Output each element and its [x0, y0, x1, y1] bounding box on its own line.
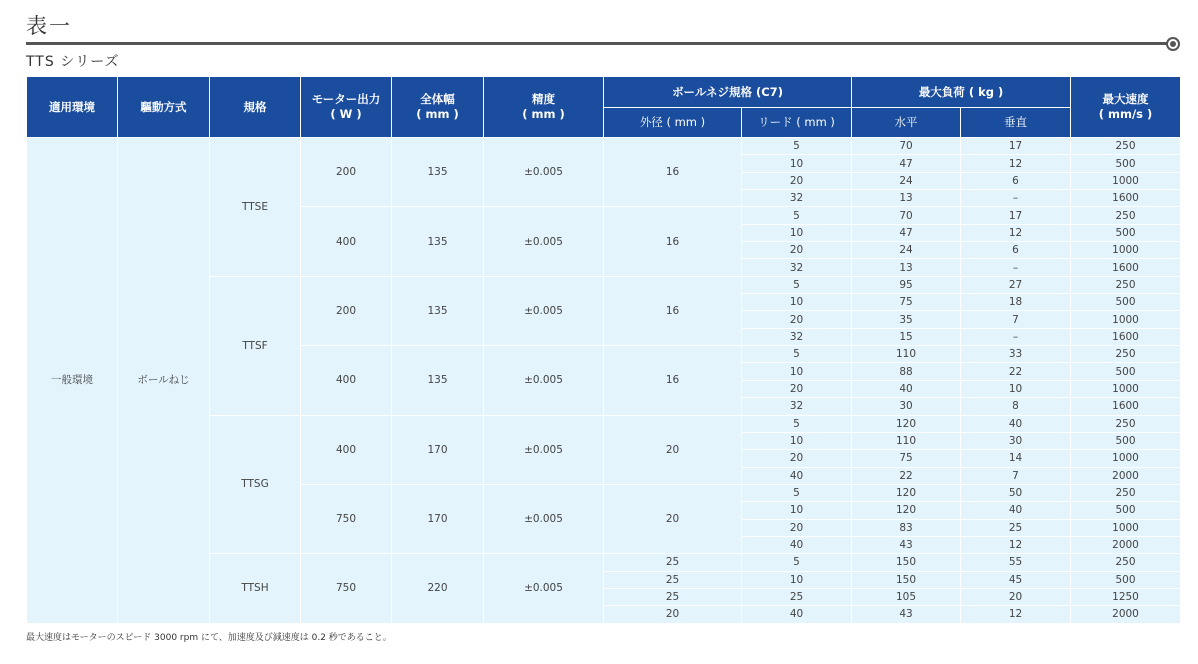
- ballscrew-od-cell: 20: [604, 606, 742, 623]
- header-width-line1: 全体幅: [420, 92, 455, 106]
- ballscrew-lead-cell: 32: [742, 398, 852, 415]
- ballscrew-lead-cell: 20: [742, 450, 852, 467]
- title-rule: [26, 42, 1168, 45]
- ballscrew-lead-cell: 40: [742, 606, 852, 623]
- header-ballscrew-od: 外径 ( mm ): [604, 108, 742, 138]
- load-vertical-cell: 40: [961, 415, 1071, 432]
- ballscrew-od-cell: 20: [604, 415, 742, 484]
- load-horizontal-cell: 88: [852, 363, 961, 380]
- load-vertical-cell: –: [961, 328, 1071, 345]
- load-horizontal-cell: 120: [852, 484, 961, 501]
- max-speed-cell: 1600: [1071, 190, 1181, 207]
- ballscrew-lead-cell: 5: [742, 346, 852, 363]
- load-horizontal-cell: 150: [852, 554, 961, 571]
- load-horizontal-cell: 40: [852, 380, 961, 397]
- drive-cell: ボールねじ: [118, 138, 210, 624]
- ballscrew-lead-cell: 20: [742, 380, 852, 397]
- load-horizontal-cell: 110: [852, 432, 961, 449]
- max-speed-cell: 1600: [1071, 259, 1181, 276]
- motor-output-cell: 400: [301, 207, 392, 276]
- load-horizontal-cell: 150: [852, 571, 961, 588]
- load-vertical-cell: 17: [961, 207, 1071, 224]
- header-motor-line2: ( W ): [330, 107, 362, 121]
- load-vertical-cell: 17: [961, 138, 1071, 155]
- spec-table: [26, 76, 1181, 624]
- load-horizontal-cell: 35: [852, 311, 961, 328]
- load-vertical-cell: 7: [961, 311, 1071, 328]
- ballscrew-lead-cell: 32: [742, 328, 852, 345]
- load-horizontal-cell: 75: [852, 294, 961, 311]
- precision-cell: ±0.005: [484, 415, 604, 484]
- header-env: 適用環境: [27, 77, 118, 138]
- precision-cell: ±0.005: [484, 207, 604, 276]
- load-horizontal-cell: 43: [852, 606, 961, 623]
- load-horizontal-cell: 22: [852, 467, 961, 484]
- load-vertical-cell: 18: [961, 294, 1071, 311]
- model-cell: TTSG: [210, 415, 301, 554]
- load-horizontal-cell: 120: [852, 415, 961, 432]
- load-vertical-cell: 12: [961, 606, 1071, 623]
- load-vertical-cell: 40: [961, 502, 1071, 519]
- precision-cell: ±0.005: [484, 276, 604, 345]
- load-vertical-cell: 6: [961, 172, 1071, 189]
- load-vertical-cell: 7: [961, 467, 1071, 484]
- max-speed-cell: 1250: [1071, 588, 1181, 605]
- model-cell: TTSF: [210, 276, 301, 415]
- motor-output-cell: 200: [301, 138, 392, 207]
- ballscrew-lead-cell: 40: [742, 536, 852, 553]
- header-max-load: 最大負荷 ( kg ): [852, 77, 1071, 108]
- load-horizontal-cell: 70: [852, 207, 961, 224]
- max-speed-cell: 500: [1071, 432, 1181, 449]
- ballscrew-lead-cell: 10: [742, 432, 852, 449]
- load-vertical-cell: 20: [961, 588, 1071, 605]
- ballscrew-lead-cell: 10: [742, 502, 852, 519]
- overall-width-cell: 220: [392, 554, 484, 623]
- motor-output-cell: 750: [301, 484, 392, 553]
- table-body: [27, 138, 1181, 624]
- header-motor: [301, 77, 392, 138]
- max-speed-cell: 1600: [1071, 398, 1181, 415]
- header-load-vertical: 垂直: [961, 108, 1071, 138]
- ballscrew-lead-cell: 25: [742, 588, 852, 605]
- max-speed-cell: 250: [1071, 207, 1181, 224]
- load-horizontal-cell: 47: [852, 155, 961, 172]
- max-speed-cell: 2000: [1071, 536, 1181, 553]
- load-vertical-cell: 27: [961, 276, 1071, 293]
- precision-cell: ±0.005: [484, 138, 604, 207]
- max-speed-cell: 500: [1071, 224, 1181, 241]
- header-precision: [484, 77, 604, 138]
- load-vertical-cell: –: [961, 190, 1071, 207]
- load-vertical-cell: 50: [961, 484, 1071, 501]
- load-vertical-cell: 6: [961, 242, 1071, 259]
- load-vertical-cell: 12: [961, 536, 1071, 553]
- max-speed-cell: 500: [1071, 294, 1181, 311]
- series-subtitle: TTS シリーズ: [26, 54, 120, 70]
- load-horizontal-cell: 13: [852, 190, 961, 207]
- ballscrew-lead-cell: 40: [742, 467, 852, 484]
- load-vertical-cell: 33: [961, 346, 1071, 363]
- ballscrew-od-cell: 25: [604, 588, 742, 605]
- ballscrew-lead-cell: 5: [742, 554, 852, 571]
- load-vertical-cell: 25: [961, 519, 1071, 536]
- precision-cell: ±0.005: [484, 554, 604, 623]
- ballscrew-lead-cell: 20: [742, 242, 852, 259]
- load-horizontal-cell: 30: [852, 398, 961, 415]
- ballscrew-lead-cell: 10: [742, 363, 852, 380]
- ballscrew-od-cell: 16: [604, 346, 742, 415]
- load-vertical-cell: 14: [961, 450, 1071, 467]
- max-speed-cell: 250: [1071, 138, 1181, 155]
- ballscrew-od-cell: 16: [604, 276, 742, 345]
- load-vertical-cell: 22: [961, 363, 1071, 380]
- max-speed-cell: 250: [1071, 484, 1181, 501]
- header-motor-line1: モーター出力: [311, 92, 381, 106]
- header-speed-line2: ( mm/s ): [1098, 107, 1153, 121]
- max-speed-cell: 2000: [1071, 606, 1181, 623]
- model-cell: TTSH: [210, 554, 301, 623]
- overall-width-cell: 135: [392, 276, 484, 345]
- overall-width-cell: 135: [392, 207, 484, 276]
- header-load-horizontal: 水平: [852, 108, 961, 138]
- page-title: 表一: [26, 14, 72, 38]
- footnote: 最大速度はモーターのスピード 3000 rpm にて、加速度及び減速度は 0.2 秒であること。: [26, 633, 392, 643]
- max-speed-cell: 2000: [1071, 467, 1181, 484]
- ballscrew-lead-cell: 10: [742, 155, 852, 172]
- load-horizontal-cell: 75: [852, 450, 961, 467]
- load-horizontal-cell: 13: [852, 259, 961, 276]
- max-speed-cell: 250: [1071, 554, 1181, 571]
- header-drive: 驅動方式: [118, 77, 210, 138]
- header-speed: [1071, 77, 1181, 138]
- load-horizontal-cell: 110: [852, 346, 961, 363]
- max-speed-cell: 1000: [1071, 172, 1181, 189]
- ballscrew-lead-cell: 20: [742, 172, 852, 189]
- max-speed-cell: 500: [1071, 571, 1181, 588]
- load-horizontal-cell: 15: [852, 328, 961, 345]
- ballscrew-lead-cell: 5: [742, 484, 852, 501]
- environment-cell: 一般環境: [27, 138, 118, 624]
- max-speed-cell: 250: [1071, 346, 1181, 363]
- motor-output-cell: 750: [301, 554, 392, 623]
- ballscrew-od-cell: 25: [604, 554, 742, 571]
- load-vertical-cell: 12: [961, 155, 1071, 172]
- max-speed-cell: 500: [1071, 363, 1181, 380]
- load-vertical-cell: 12: [961, 224, 1071, 241]
- header-precision-line1: 精度: [532, 92, 555, 106]
- max-speed-cell: 500: [1071, 155, 1181, 172]
- ballscrew-lead-cell: 5: [742, 207, 852, 224]
- precision-cell: ±0.005: [484, 346, 604, 415]
- ballscrew-lead-cell: 5: [742, 276, 852, 293]
- table-row: [27, 138, 1181, 155]
- header-width-line2: ( mm ): [416, 107, 459, 121]
- load-vertical-cell: 45: [961, 571, 1071, 588]
- max-speed-cell: 1000: [1071, 450, 1181, 467]
- load-horizontal-cell: 47: [852, 224, 961, 241]
- max-speed-cell: 1000: [1071, 380, 1181, 397]
- load-horizontal-cell: 24: [852, 172, 961, 189]
- max-speed-cell: 250: [1071, 276, 1181, 293]
- motor-output-cell: 200: [301, 276, 392, 345]
- ballscrew-lead-cell: 20: [742, 311, 852, 328]
- load-vertical-cell: 55: [961, 554, 1071, 571]
- load-vertical-cell: 30: [961, 432, 1071, 449]
- table-header: [27, 77, 1181, 138]
- ballscrew-od-cell: 20: [604, 484, 742, 553]
- ballscrew-lead-cell: 10: [742, 571, 852, 588]
- ballscrew-lead-cell: 10: [742, 294, 852, 311]
- ballscrew-lead-cell: 32: [742, 259, 852, 276]
- overall-width-cell: 135: [392, 346, 484, 415]
- ballscrew-od-cell: 16: [604, 207, 742, 276]
- load-horizontal-cell: 105: [852, 588, 961, 605]
- ballscrew-lead-cell: 5: [742, 138, 852, 155]
- header-ballscrew-lead: リード ( mm ): [742, 108, 852, 138]
- max-speed-cell: 1000: [1071, 519, 1181, 536]
- max-speed-cell: 1000: [1071, 242, 1181, 259]
- load-vertical-cell: –: [961, 259, 1071, 276]
- header-width: [392, 77, 484, 138]
- load-vertical-cell: 8: [961, 398, 1071, 415]
- max-speed-cell: 500: [1071, 502, 1181, 519]
- header-ballscrew: ボールネジ規格 (C7): [604, 77, 852, 108]
- max-speed-cell: 1600: [1071, 328, 1181, 345]
- load-horizontal-cell: 43: [852, 536, 961, 553]
- load-horizontal-cell: 83: [852, 519, 961, 536]
- header-precision-line2: ( mm ): [522, 107, 565, 121]
- load-horizontal-cell: 95: [852, 276, 961, 293]
- ballscrew-lead-cell: 20: [742, 519, 852, 536]
- ballscrew-lead-cell: 10: [742, 224, 852, 241]
- max-speed-cell: 250: [1071, 415, 1181, 432]
- motor-output-cell: 400: [301, 346, 392, 415]
- overall-width-cell: 170: [392, 484, 484, 553]
- load-horizontal-cell: 120: [852, 502, 961, 519]
- header-speed-line1: 最大速度: [1102, 92, 1149, 106]
- ballscrew-od-cell: 25: [604, 571, 742, 588]
- overall-width-cell: 135: [392, 138, 484, 207]
- precision-cell: ±0.005: [484, 484, 604, 553]
- rule-end-circle-icon: [1166, 37, 1180, 51]
- load-horizontal-cell: 70: [852, 138, 961, 155]
- overall-width-cell: 170: [392, 415, 484, 484]
- ballscrew-lead-cell: 32: [742, 190, 852, 207]
- model-cell: TTSE: [210, 138, 301, 277]
- ballscrew-od-cell: 16: [604, 138, 742, 207]
- max-speed-cell: 1000: [1071, 311, 1181, 328]
- load-vertical-cell: 10: [961, 380, 1071, 397]
- load-horizontal-cell: 24: [852, 242, 961, 259]
- motor-output-cell: 400: [301, 415, 392, 484]
- ballscrew-lead-cell: 5: [742, 415, 852, 432]
- header-model: 規格: [210, 77, 301, 138]
